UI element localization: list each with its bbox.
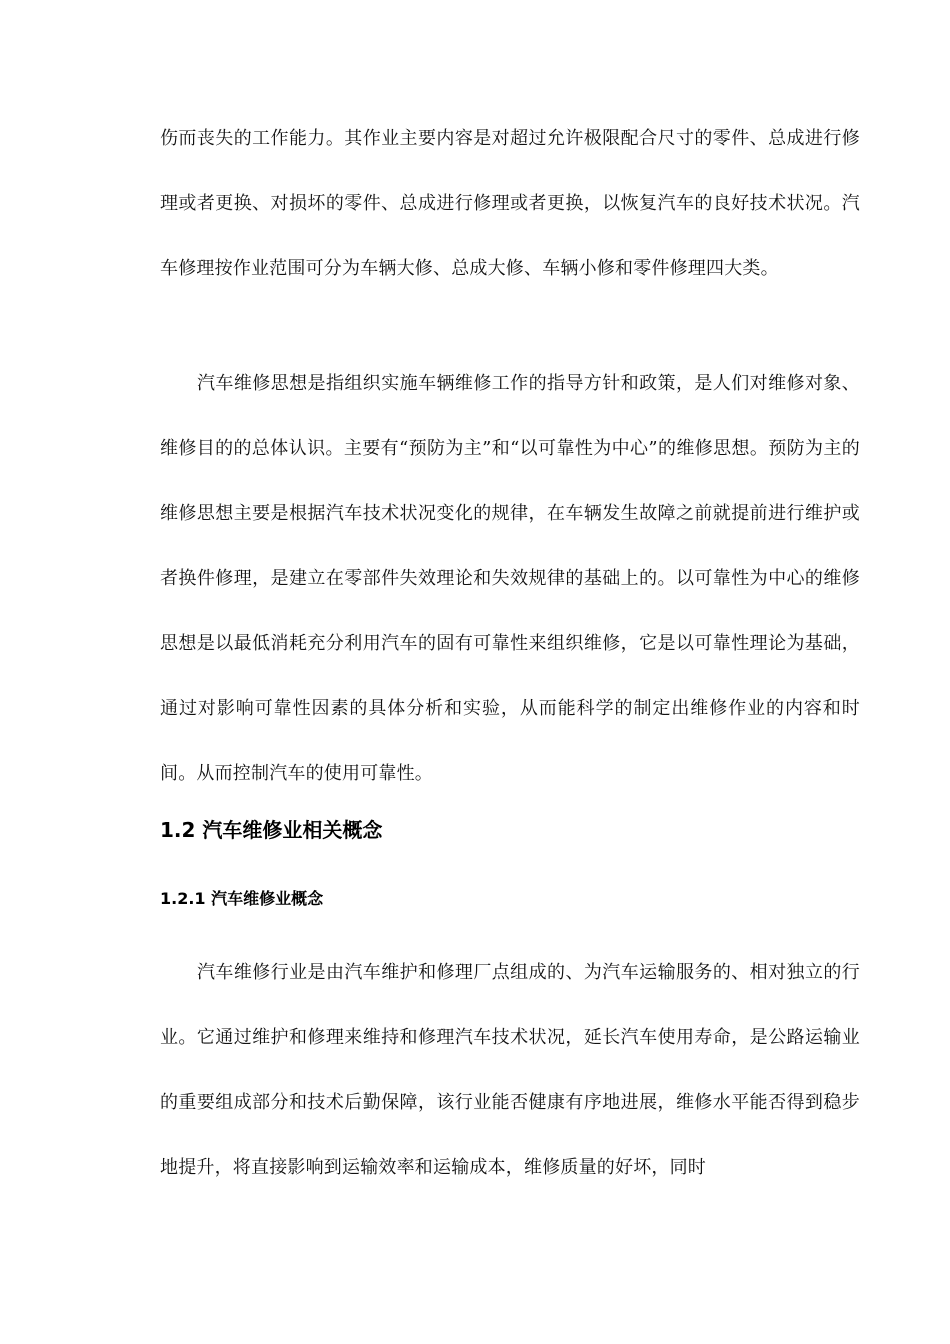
paragraph-maintenance-philosophy: 汽车维修思想是指组织实施车辆维修工作的指导方针和政策，是人们对维修对象、维修目的的总体认识。主要有“预防为主”和“以可靠性为中心”的维修思想。预防为主的维修思想主要是根据汽车技术状况变化的规律，在车辆发生故障之前就提前进行维护或者换件修理，是建立在零部件失效理论和失效规律的基础上的。以可靠性为中心的维修思想是以最低消耗充分利用汽车的固有可靠性来组织维修，它是以可靠性理论为基础，通过对影响可靠性因素的具体分析和实验，从而能科学的制定出维修作业的内容和时间。从而控制汽车的使用可靠性。: [160, 373, 860, 784]
subsection-heading: 1.2.1 汽车维修业概念: [160, 889, 324, 908]
section-heading: 1.2 汽车维修业相关概念: [160, 818, 383, 842]
paragraph-industry-concept: 汽车维修行业是由汽车维护和修理厂点组成的、为汽车运输服务的、相对独立的行业。它通过维护和修理来维持和修理汽车技术状况，延长汽车使用寿命，是公路运输业的重要组成部分和技术后勤保障，该行业能否健康有序地进展，维修水平能否得到稳步地提升，将直接影响到运输效率和运输成本，维修质量的好坏，同时: [160, 962, 860, 1178]
paragraph-repair-definition: 伤而丧失的工作能力。其作业主要内容是对超过允许极限配合尺寸的零件、总成进行修理或者更换、对损坏的零件、总成进行修理或者更换，以恢复汽车的良好技术状况。汽车修理按作业范围可分为车辆大修、总成大修、车辆小修和零件修理四大类。: [160, 128, 860, 279]
